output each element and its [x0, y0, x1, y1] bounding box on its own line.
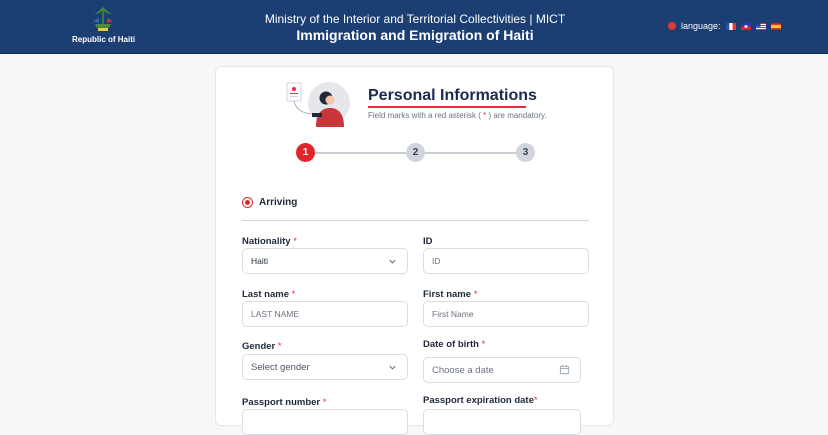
step-connector — [315, 152, 406, 154]
chevron-down-icon — [388, 363, 397, 372]
required-asterisk: * — [291, 289, 296, 300]
arriving-option[interactable] — [242, 197, 297, 208]
date-of-birth-picker[interactable] — [423, 357, 581, 383]
required-asterisk: * — [473, 289, 478, 300]
french-flag-icon[interactable] — [726, 23, 736, 30]
title-underline — [368, 106, 526, 108]
section-divider — [242, 220, 589, 221]
nationality-value: Haiti — [251, 256, 269, 266]
required-asterisk: * — [293, 236, 297, 247]
first-name-placeholder: First Name — [432, 309, 474, 319]
gender-label — [242, 341, 282, 352]
required-asterisk: * — [277, 341, 282, 352]
haiti-flag-icon[interactable] — [741, 23, 751, 30]
mandatory-note-text-end: ) are mandatory. — [488, 111, 547, 120]
person-passport-illustration — [286, 81, 354, 129]
language-label: language: — [681, 21, 721, 31]
first-name-label — [423, 289, 477, 300]
last-name-label-text: Last name — [242, 289, 289, 300]
passport-expiration-label — [423, 395, 538, 406]
chevron-down-icon — [388, 257, 397, 266]
last-name-placeholder: LAST NAME — [251, 309, 300, 319]
service-name: Immigration and Emigration of Haiti — [296, 27, 534, 43]
last-name-input[interactable] — [242, 301, 408, 327]
first-name-label-text: First name — [423, 289, 472, 300]
required-asterisk: * — [322, 397, 327, 408]
date-of-birth-label — [423, 339, 485, 350]
dob-placeholder: Choose a date — [432, 364, 494, 376]
coat-of-arms-icon — [89, 5, 117, 33]
arriving-label: Arriving — [259, 197, 298, 208]
passport-number-input[interactable] — [242, 409, 408, 435]
id-input[interactable] — [423, 248, 589, 274]
gender-label-text: Gender — [242, 341, 276, 352]
mandatory-note — [368, 111, 547, 120]
required-asterisk: * — [481, 339, 486, 350]
last-name-label — [242, 289, 295, 300]
passport-expiration-picker[interactable] — [423, 409, 581, 435]
globe-icon — [668, 22, 676, 30]
nationality-label — [242, 236, 297, 247]
passport-expiration-label-text: Passport expiration date — [423, 395, 534, 406]
id-label — [423, 236, 433, 247]
step-3[interactable]: 3 — [516, 143, 535, 162]
step-1[interactable]: 1 — [296, 143, 315, 162]
mandatory-note-text: Field marks with a red asterisk ( — [368, 111, 481, 120]
header-titles — [230, 12, 600, 44]
progress-stepper — [296, 143, 536, 163]
haiti-coat-of-arms-logo — [72, 5, 134, 44]
calendar-icon — [559, 364, 570, 375]
country-name: Republic of Haiti — [72, 35, 136, 44]
dob-label-text: Date of birth — [423, 339, 479, 350]
nationality-label-text: Nationality — [242, 236, 291, 247]
passport-number-label — [242, 397, 326, 408]
ministry-name: Ministry of the Interior and Territorial Collectivities | MICT — [264, 12, 566, 26]
form-title: Personal Informations — [368, 87, 537, 104]
passport-number-label-text: Passport number — [242, 397, 321, 408]
gender-placeholder: Select gender — [251, 361, 310, 373]
spain-flag-icon[interactable] — [771, 23, 781, 30]
id-label-text: ID — [423, 236, 433, 247]
asterisk-symbol: * — [483, 111, 487, 120]
required-asterisk: * — [533, 395, 538, 406]
first-name-input[interactable] — [423, 301, 589, 327]
site-header — [0, 0, 828, 54]
language-selector — [668, 21, 781, 31]
radio-selected[interactable] — [242, 197, 253, 208]
usa-flag-icon[interactable] — [756, 23, 766, 30]
step-connector — [425, 152, 516, 154]
personal-info-card — [215, 66, 614, 426]
nationality-select[interactable] — [242, 248, 408, 274]
step-2[interactable]: 2 — [406, 143, 425, 162]
id-placeholder: ID — [432, 256, 441, 266]
gender-select[interactable] — [242, 354, 408, 380]
